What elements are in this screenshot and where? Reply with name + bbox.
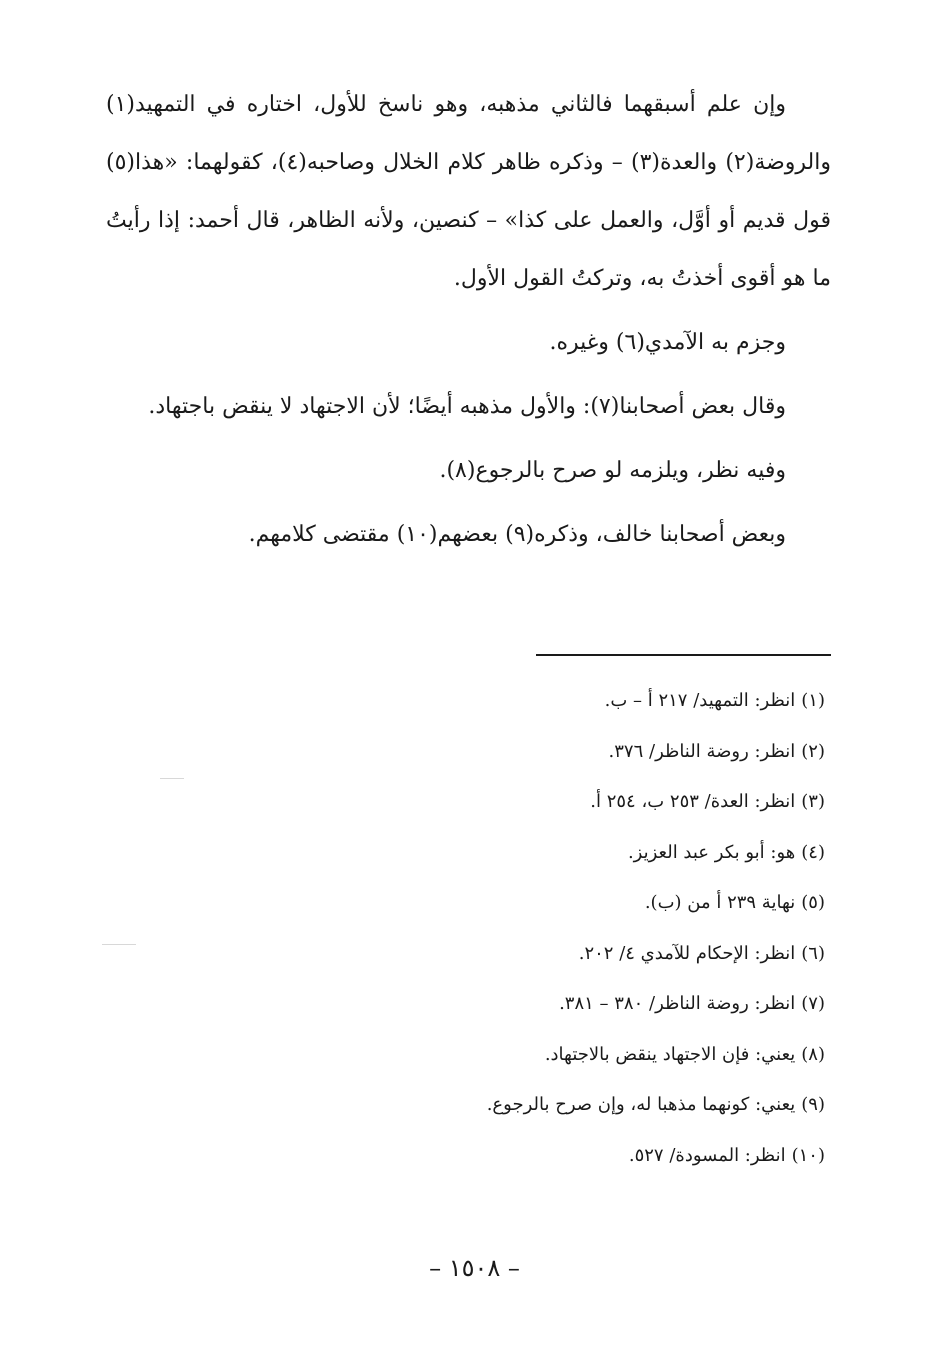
footnote-text: انظر: روضة الناظر/ ٣٧٦. <box>608 740 796 762</box>
footnote-number: (٥) <box>801 892 825 913</box>
main-text <box>106 76 831 564</box>
footnote-item <box>125 727 825 778</box>
paragraph-amidi: وجزم به الآمدي(٦) وغيره. <box>549 330 786 355</box>
footnote-item <box>125 1131 825 1182</box>
footnote-text: نهاية ٢٣٩ أ من (ب). <box>644 892 796 913</box>
footnote-number: (٣) <box>801 791 825 812</box>
footnote-number: (٤) <box>801 841 825 863</box>
footnote-divider <box>536 654 831 656</box>
footnote-number: (٩) <box>801 1094 825 1115</box>
footnote-number: (٢) <box>801 740 825 762</box>
footnote-item <box>125 777 825 828</box>
footnote-item <box>125 676 825 727</box>
footnote-text: انظر: العدة/ ٢٥٣ ب، ٢٥٤ أ. <box>590 791 796 812</box>
footnote-item <box>125 1080 825 1131</box>
footnote-text: انظر: المسودة/ ٥٢٧. <box>628 1144 786 1166</box>
footnote-item <box>125 878 825 929</box>
paragraph-abrogation: وإن علم أسبقهما فالثاني مذهبه، وهو ناسخ للأول، اختاره في التمهيد(١) والروضة(٢) والعدة(٣) – وذكره ظاهر كلام الخلال وصاحبه(٤)، كقولهما: «هذا(٥) قول قديم أو أوَّل، والعمل على كذا» – كنصين، ولأنه الظاهر، قال أحمد: إذا رأيتُ ما هو أقوى أخذتُ به، وتركتُ القول الأول. <box>106 92 831 291</box>
footnote-text: يعني: كونهما مذهبا له، وإن صرح بالرجوع. <box>486 1094 796 1115</box>
footnote-text: هو: أبو بكر عبد العزيز. <box>627 841 796 863</box>
footnotes-list <box>125 676 825 1181</box>
footnote-text: انظر: روضة الناظر/ ٣٨٠ – ٣٨١. <box>559 993 796 1014</box>
footnote-number: (١٠) <box>791 1144 825 1166</box>
footnote-item <box>125 828 825 879</box>
scan-mark <box>102 944 136 945</box>
paragraph-some-companions: وقال بعض أصحابنا(٧): والأول مذهبه أيضًا؛ لأن الاجتهاد لا ينقض باجتهاد. <box>148 394 786 419</box>
footnote-number: (٧) <box>801 993 825 1014</box>
paragraph-objection: وفيه نظر، ويلزمه لو صرح بالرجوع(٨). <box>439 458 786 483</box>
footnote-item <box>125 929 825 980</box>
footnote-text: انظر: التمهيد/ ٢١٧ أ – ب. <box>604 690 796 711</box>
footnote-number: (٨) <box>801 1043 825 1065</box>
footnote-text: يعني: فإن الاجتهاد ينقض بالاجتهاد. <box>544 1043 796 1065</box>
footnote-number: (٦) <box>801 942 825 964</box>
footnote-text: انظر: الإحكام للآمدي ٤/ ٢٠٢. <box>578 942 796 964</box>
scan-mark <box>160 778 184 779</box>
footnote-item <box>125 979 825 1030</box>
paragraph-disagreement: وبعض أصحابنا خالف، وذكره(٩) بعضهم(١٠) مقتضى كلامهم. <box>248 522 786 547</box>
footnote-item <box>125 1030 825 1081</box>
footnote-number: (١) <box>801 690 825 711</box>
page-number: – ١٥٠٨ – <box>429 1254 520 1282</box>
